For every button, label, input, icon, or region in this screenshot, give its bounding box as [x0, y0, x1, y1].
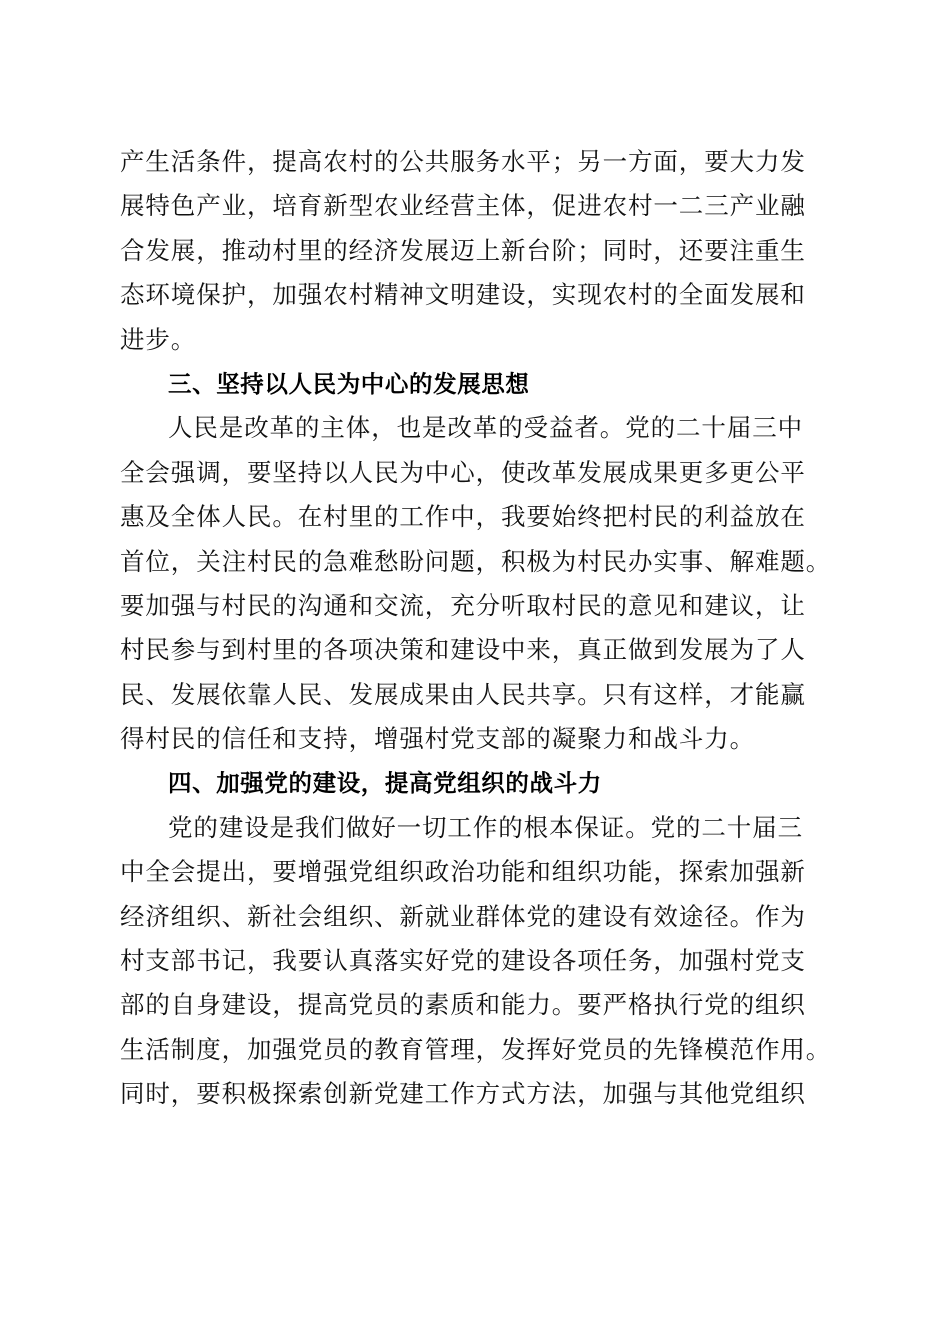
body-text-line: 全会强调，要坚持以人民为中心，使改革发展成果更多更公平 [120, 457, 806, 487]
document-body [120, 140, 840, 1117]
body-text-line: 合发展，推动村里的经济发展迈上新台阶；同时，还要注重生 [120, 235, 806, 265]
body-text-line: 要加强与村民的沟通和交流，充分听取村民的意见和建议，让 [120, 590, 806, 620]
body-text-line: 中全会提出，要增强党组织政治功能和组织功能，探索加强新 [120, 857, 806, 887]
body-text-line: 态环境保护，加强农村精神文明建设，实现农村的全面发展和 [120, 280, 806, 310]
section-heading-4: 四、加强党的建设，提高党组织的战斗力 [168, 769, 602, 798]
body-text-line: 惠及全体人民。在村里的工作中，我要始终把村民的利益放在 [120, 502, 806, 532]
body-text-line: 经济组织、新社会组织、新就业群体党的建设有效途径。作为 [120, 901, 806, 931]
section-heading-3: 三、坚持以人民为中心的发展思想 [168, 369, 530, 398]
body-text-line: 人民是改革的主体，也是改革的受益者。党的二十届三中 [168, 413, 803, 443]
body-text-line: 村民参与到村里的各项决策和建设中来，真正做到发展为了人 [120, 635, 806, 665]
body-text-line: 产生活条件，提高农村的公共服务水平；另一方面，要大力发 [120, 147, 806, 176]
body-text-line: 同时，要积极探索创新党建工作方式方法，加强与其他党组织 [120, 1079, 806, 1109]
body-text-line: 民、发展依靠人民、发展成果由人民共享。只有这样，才能赢 [120, 679, 806, 709]
body-text-line: 进步。 [120, 324, 197, 354]
body-text-line: 首位，关注村民的急难愁盼问题，积极为村民办实事、解难题。 [120, 546, 832, 576]
body-text-line: 村支部书记，我要认真落实好党的建设各项任务，加强村党支 [120, 946, 806, 976]
body-text-line: 生活制度，加强党员的教育管理，发挥好党员的先锋模范作用。 [120, 1034, 832, 1064]
body-text-line: 部的自身建设，提高党员的素质和能力。要严格执行党的组织 [120, 990, 806, 1020]
body-text-line: 党的建设是我们做好一切工作的根本保证。党的二十届三 [168, 812, 803, 842]
body-text-line: 得村民的信任和支持，增强村党支部的凝聚力和战斗力。 [120, 724, 755, 754]
body-text-line: 展特色产业，培育新型农业经营主体，促进农村一二三产业融 [120, 191, 806, 221]
